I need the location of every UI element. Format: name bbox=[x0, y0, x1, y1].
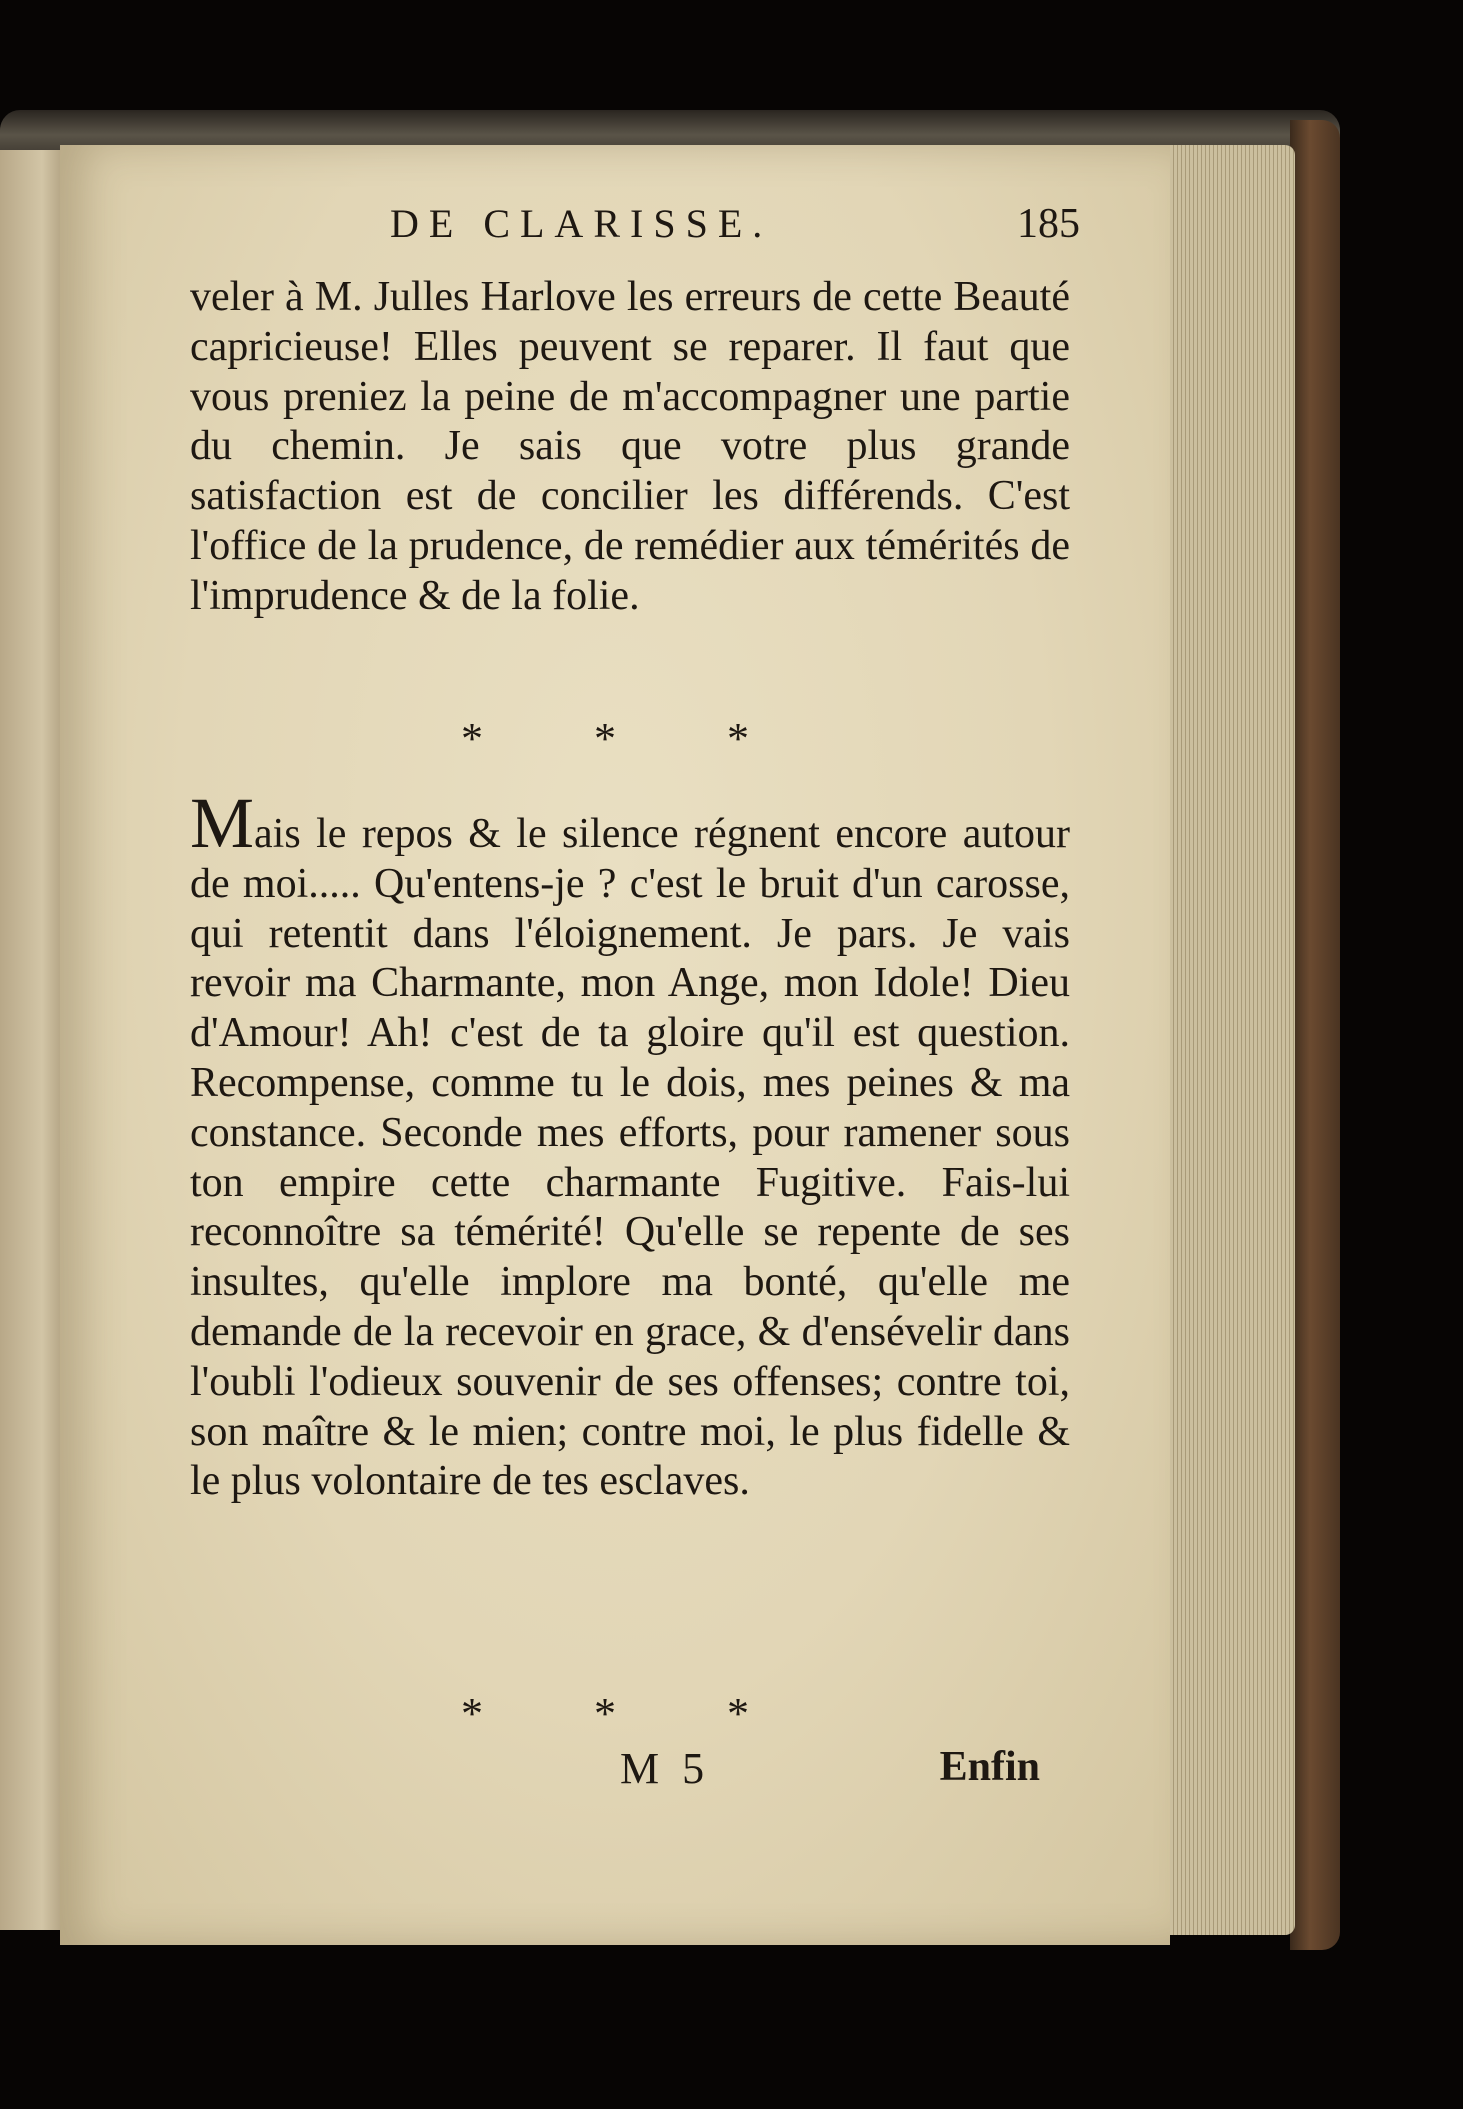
paragraph-2-text: ais le repos & le silence régnent encore autour de moi..... Qu'entens-je ? c'est le bruit d'un carosse, qui retentit dans l'éloignement. Je pars. Je vais revoir ma Charmante, mon Ange, mon Idole! Dieu d'Amour! Ah! c'est de ta gloire qu'il est question. Recompense, comme tu le dois, mes peines & ma constance. Seconde mes efforts, pour ramener sous ton empire cette charmante Fugitive. Fais-lui reconnoître sa témérité! Qu'elle se repente de ses insultes, qu'elle implore ma bonté, qu'elle me demande de la recevoir en grace, & d'ensévelir dans l'oubli l'odieux souvenir de ses offenses; contre toi, son maître & le mien; contre moi, le plus fidelle & le plus volontaire de tes esclaves. bbox=[190, 811, 1070, 1505]
signature-mark: M 5 bbox=[620, 1744, 711, 1793]
book-cover-edge bbox=[1290, 120, 1340, 1950]
page-content bbox=[60, 145, 1170, 1945]
page-stack-edges bbox=[1150, 145, 1295, 1935]
paragraph-2 bbox=[190, 783, 1070, 1507]
section-separator: * * * bbox=[461, 714, 799, 763]
section-separator-2: * * * bbox=[461, 1689, 799, 1738]
running-title: DE CLARISSE. bbox=[390, 201, 773, 246]
catchword: Enfin bbox=[939, 1744, 1040, 1790]
page-number: 185 bbox=[1017, 201, 1080, 247]
book-page bbox=[60, 145, 1170, 1945]
running-head bbox=[390, 200, 1080, 260]
paragraph-1: veler à M. Julles Harlove les erreurs de cette Beauté capricieuse! Elles peuvent se reparer. Il faut que vous preniez la peine de m'accompagner une partie du chemin. Je sais que votre plus grande satisfaction est de concilier les différends. C'est l'office de la prudence, de remédier aux témérités de l'imprudence & de la folie. bbox=[190, 274, 1070, 619]
drop-cap: M bbox=[190, 783, 255, 863]
